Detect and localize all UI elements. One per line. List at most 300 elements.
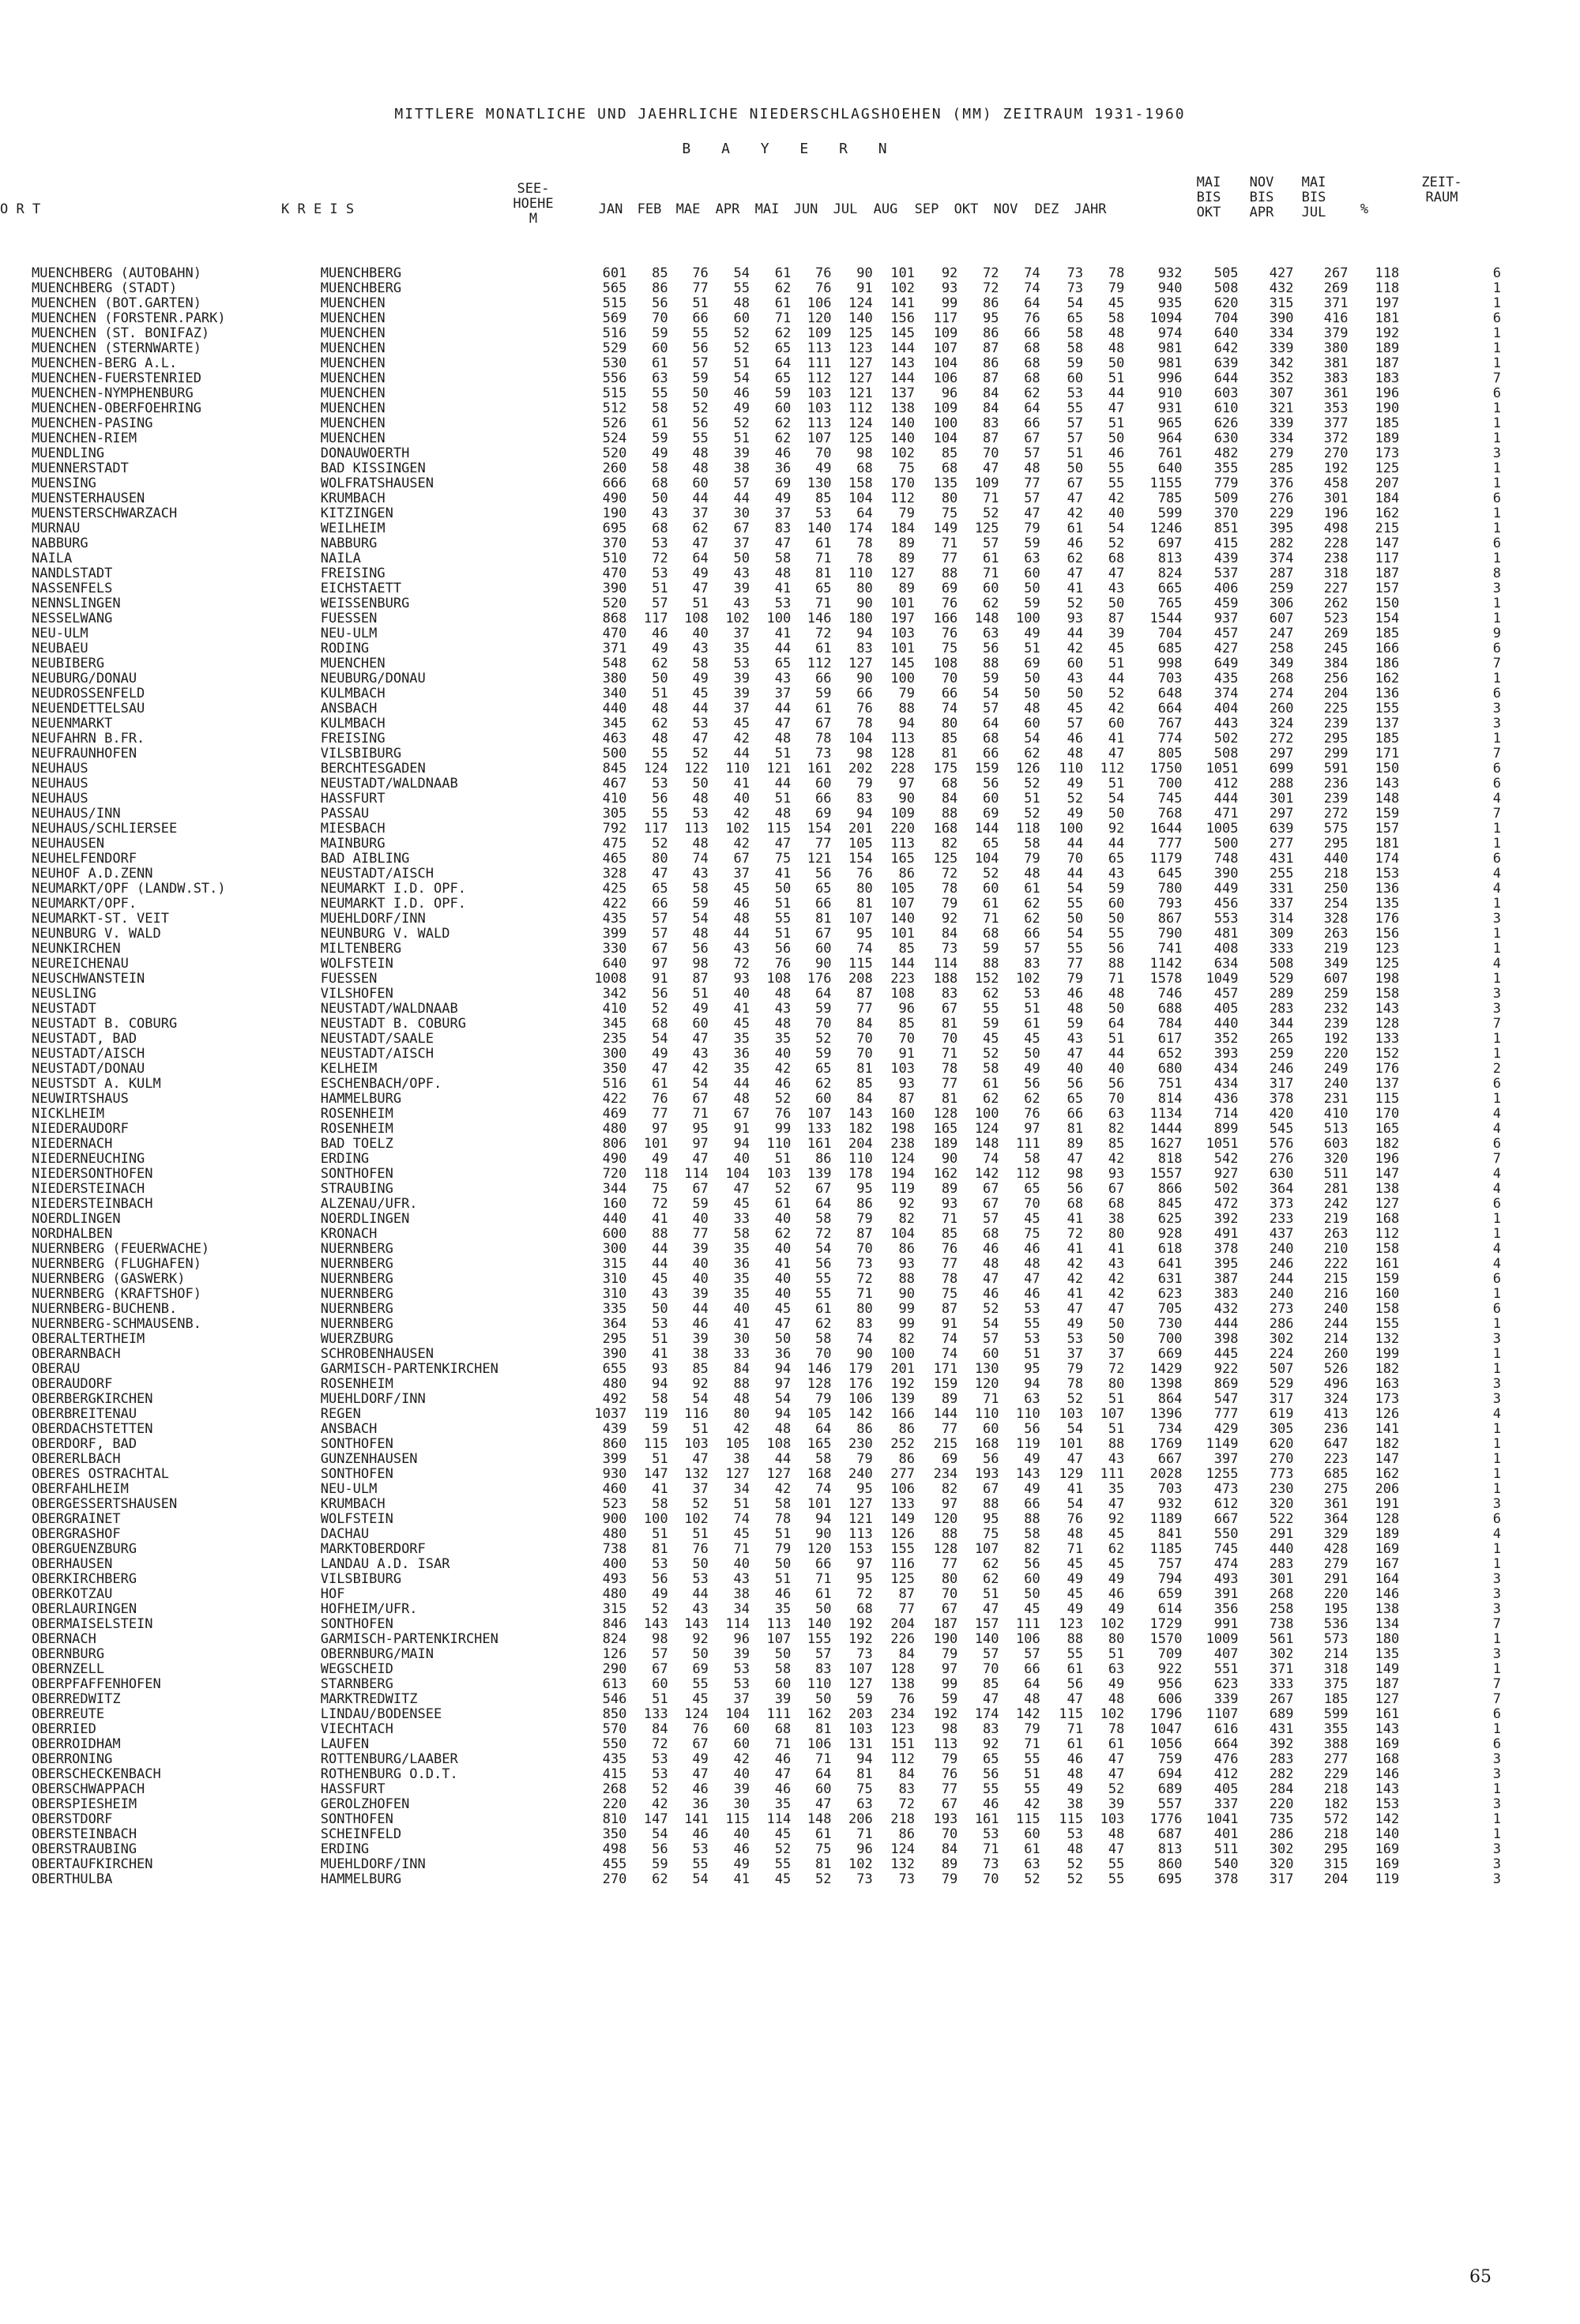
table-cell: 1 — [1492, 281, 1501, 296]
table-cell: 127 — [890, 566, 915, 581]
table-cell: 472 — [1213, 1197, 1239, 1212]
table-cell: 43 — [733, 566, 750, 581]
table-cell: 68 — [1024, 356, 1040, 371]
table-cell: 69 — [983, 807, 999, 822]
table-cell: 45 — [983, 1032, 999, 1047]
table-cell: 6 — [1492, 1272, 1501, 1287]
table-cell: 206 — [848, 1812, 873, 1827]
table-cell: 51 — [774, 792, 792, 807]
table-cell: 81 — [814, 912, 832, 927]
table-cell: 86 — [983, 356, 999, 371]
table-cell: 42 — [733, 837, 750, 852]
table-cell: 335 — [602, 1302, 627, 1317]
table-cell: 88 — [1024, 1512, 1040, 1527]
table-cell: 37 — [774, 686, 792, 701]
table-cell: 77 — [692, 1227, 709, 1242]
table-cell: 42 — [1066, 1272, 1084, 1287]
table-cell: 407 — [1213, 1647, 1239, 1662]
table-cell: 44 — [692, 701, 709, 716]
district-name: HOF — [320, 1587, 345, 1602]
table-cell: 117 — [643, 611, 668, 626]
table-cell: 70 — [941, 671, 958, 686]
table-cell: 48 — [692, 446, 709, 461]
table-cell: 59 — [1024, 536, 1040, 551]
table-cell: 107 — [807, 431, 832, 446]
table-cell: 1 — [1492, 596, 1501, 611]
table-cell: 58 — [814, 1332, 832, 1347]
table-cell: 50 — [1108, 1332, 1125, 1347]
table-cell: 54 — [692, 1077, 709, 1092]
table-cell: 166 — [933, 611, 958, 626]
table-cell: 7 — [1492, 1017, 1501, 1032]
table-cell: 158 — [1375, 1242, 1400, 1257]
table-cell: 148 — [974, 611, 999, 626]
table-cell: 1246 — [1149, 521, 1183, 536]
table-cell: 427 — [1213, 641, 1239, 656]
table-cell: 53 — [652, 1752, 668, 1767]
table-cell: 54 — [814, 1242, 832, 1257]
table-cell: 48 — [774, 731, 792, 746]
table-row — [32, 1077, 1501, 1092]
table-row — [32, 281, 1501, 296]
table-cell: 86 — [856, 1422, 873, 1437]
table-cell: 927 — [1213, 1167, 1239, 1182]
table-cell: 139 — [807, 1167, 832, 1182]
table-cell: 107 — [1100, 1407, 1125, 1422]
district-name: GARMISCH-PARTENKIRCHEN — [320, 1632, 498, 1647]
table-cell: 87 — [983, 341, 999, 356]
table-cell: 53 — [1024, 1332, 1040, 1347]
table-cell: 40 — [1108, 1062, 1125, 1077]
table-cell: 547 — [1213, 1392, 1239, 1407]
table-cell: 110 — [725, 762, 750, 777]
station-name: OBERREUTE — [32, 1707, 105, 1722]
table-cell: 40 — [692, 1212, 709, 1227]
table-cell: 1557 — [1149, 1167, 1183, 1182]
table-cell: 328 — [1323, 912, 1349, 927]
table-row — [32, 1857, 1501, 1872]
station-name: NEUMARKT/OPF. — [32, 897, 137, 912]
table-cell: 233 — [1269, 1212, 1294, 1227]
table-cell: 126 — [1016, 762, 1040, 777]
table-cell: 81 — [856, 1062, 873, 1077]
table-cell: 54 — [1108, 792, 1125, 807]
table-cell: 745 — [1157, 792, 1183, 807]
table-cell: 103 — [807, 401, 832, 416]
district-name: NABBURG — [320, 536, 378, 551]
table-cell: 112 — [890, 491, 915, 506]
table-cell: 54 — [1066, 1422, 1084, 1437]
table-cell: 56 — [1024, 1557, 1040, 1572]
table-row — [32, 746, 1501, 762]
table-cell: 553 — [1213, 912, 1239, 927]
table-cell: 72 — [733, 957, 750, 972]
table-cell: 49 — [1066, 1572, 1084, 1587]
table-cell: 315 — [1323, 1857, 1349, 1872]
table-cell: 51 — [1024, 792, 1040, 807]
table-cell: 78 — [774, 1512, 792, 1527]
table-row — [32, 1002, 1501, 1017]
table-cell: 695 — [602, 521, 627, 536]
table-cell: 47 — [774, 1767, 792, 1782]
table-cell: 249 — [1323, 1062, 1349, 1077]
table-cell: 46 — [1066, 1752, 1084, 1767]
station-name: OBERTHULBA — [32, 1872, 113, 1887]
table-cell: 112 — [807, 656, 832, 671]
table-cell: 64 — [692, 551, 709, 566]
table-cell: 223 — [890, 972, 915, 987]
table-cell: 98 — [856, 746, 873, 762]
table-cell: 900 — [602, 1512, 627, 1527]
table-cell: 380 — [602, 671, 627, 686]
table-cell: 425 — [602, 882, 627, 897]
table-cell: 62 — [652, 1872, 668, 1887]
table-cell: 1 — [1492, 671, 1501, 686]
table-cell: 56 — [1024, 1422, 1040, 1437]
table-cell: 49 — [774, 491, 792, 506]
table-cell: 56 — [692, 942, 709, 957]
table-cell: 694 — [1157, 1767, 1183, 1782]
table-cell: 420 — [1269, 1107, 1294, 1122]
table-row — [32, 341, 1501, 356]
district-name: GUNZENHAUSEN — [320, 1452, 418, 1467]
table-cell: 71 — [983, 912, 999, 927]
table-cell: 393 — [1213, 1047, 1239, 1062]
table-row — [32, 596, 1501, 611]
district-name: MUENCHEN — [320, 401, 386, 416]
table-row — [32, 671, 1501, 686]
table-cell: 95 — [1024, 1362, 1040, 1377]
table-cell: 57 — [1066, 431, 1084, 446]
table-cell: 74 — [1024, 266, 1040, 281]
table-cell: 109 — [933, 326, 958, 341]
table-cell: 77 — [1024, 476, 1040, 491]
header-jul: JUL — [833, 201, 858, 217]
table-cell: 664 — [1157, 701, 1183, 716]
table-cell: 1 — [1492, 1722, 1501, 1737]
table-cell: 51 — [774, 746, 792, 762]
table-cell: 47 — [1066, 1152, 1084, 1167]
table-cell: 557 — [1157, 1797, 1183, 1812]
table-cell: 399 — [602, 927, 627, 942]
table-row — [32, 1122, 1501, 1137]
table-cell: 72 — [814, 1227, 832, 1242]
table-cell: 44 — [1108, 386, 1125, 401]
table-cell: 154 — [1375, 611, 1400, 626]
table-cell: 54 — [983, 686, 999, 701]
table-cell: 4 — [1492, 792, 1501, 807]
table-cell: 1578 — [1149, 972, 1183, 987]
table-cell: 317 — [1269, 1392, 1294, 1407]
table-cell: 380 — [1323, 341, 1349, 356]
table-row — [32, 386, 1501, 401]
table-cell: 51 — [652, 1452, 668, 1467]
table-cell: 86 — [898, 1452, 915, 1467]
table-cell: 127 — [1375, 1692, 1400, 1707]
table-cell: 80 — [1108, 1377, 1125, 1392]
table-cell: 62 — [1024, 386, 1040, 401]
station-name: NENNSLINGEN — [32, 596, 121, 611]
table-cell: 85 — [898, 1017, 915, 1032]
table-cell: 49 — [652, 1047, 668, 1062]
table-cell: 415 — [602, 1767, 627, 1782]
table-cell: 98 — [692, 957, 709, 972]
table-cell: 1 — [1492, 506, 1501, 521]
table-cell: 491 — [1213, 1227, 1239, 1242]
district-name: ANSBACH — [320, 1422, 378, 1437]
table-cell: 106 — [1016, 1632, 1040, 1647]
table-cell: 46 — [1066, 987, 1084, 1002]
district-name: NUERNBERG — [320, 1272, 393, 1287]
table-cell: 7 — [1492, 1617, 1501, 1632]
table-cell: 283 — [1269, 1557, 1294, 1572]
table-cell: 69 — [941, 581, 958, 596]
table-cell: 51 — [1024, 1767, 1040, 1782]
district-name: HASSFURT — [320, 792, 386, 807]
table-cell: 48 — [733, 1392, 750, 1407]
table-cell: 57 — [652, 912, 668, 927]
table-cell: 510 — [602, 551, 627, 566]
table-row — [32, 1602, 1501, 1617]
table-cell: 40 — [774, 1272, 792, 1287]
table-cell: 48 — [1066, 1002, 1084, 1017]
table-cell: 39 — [733, 1647, 750, 1662]
table-cell: 95 — [692, 1122, 709, 1137]
table-cell: 68 — [983, 731, 999, 746]
station-name: OBERAU — [32, 1362, 81, 1377]
district-name: RODING — [320, 641, 370, 656]
table-cell: 228 — [890, 762, 915, 777]
table-cell: 78 — [814, 731, 832, 746]
table-cell: 65 — [774, 656, 792, 671]
table-cell: 50 — [1108, 912, 1125, 927]
table-cell: 49 — [1066, 807, 1084, 822]
table-cell: 40 — [733, 987, 750, 1002]
station-name: NEUSTADT/DONAU — [32, 1062, 145, 1077]
table-row — [32, 1272, 1501, 1287]
table-cell: 669 — [1157, 1347, 1183, 1362]
table-cell: 1008 — [594, 972, 627, 987]
district-name: FREISING — [320, 566, 386, 581]
table-row — [32, 1452, 1501, 1467]
header-jun: JUN — [793, 201, 818, 217]
table-cell: 1 — [1492, 731, 1501, 746]
table-cell: 738 — [1269, 1617, 1294, 1632]
district-name: WOLFSTEIN — [320, 957, 393, 972]
table-cell: 84 — [856, 1017, 873, 1032]
table-cell: 90 — [814, 1527, 832, 1542]
table-cell: 52 — [652, 837, 668, 852]
table-row — [32, 686, 1501, 701]
table-cell: 143 — [1375, 1722, 1400, 1737]
table-cell: 645 — [1157, 867, 1183, 882]
table-cell: 159 — [974, 762, 999, 777]
table-cell: 182 — [1375, 1437, 1400, 1452]
table-cell: 67 — [1024, 431, 1040, 446]
table-cell: 79 — [856, 777, 873, 792]
table-cell: 43 — [1066, 1032, 1084, 1047]
table-cell: 88 — [1108, 1437, 1125, 1452]
table-cell: 55 — [692, 1857, 709, 1872]
table-cell: 104 — [725, 1707, 750, 1722]
table-cell: 62 — [1024, 897, 1040, 912]
table-cell: 520 — [602, 446, 627, 461]
table-row — [32, 1767, 1501, 1782]
district-name: SONTHOFEN — [320, 1167, 393, 1182]
table-cell: 50 — [1066, 686, 1084, 701]
table-cell: 56 — [983, 1452, 999, 1467]
table-cell: 140 — [807, 1617, 832, 1632]
table-cell: 184 — [1375, 491, 1400, 506]
station-name: OBERDORF, BAD — [32, 1437, 137, 1452]
table-cell: 270 — [1269, 1452, 1294, 1467]
table-cell: 66 — [1024, 416, 1040, 431]
table-cell: 55 — [692, 326, 709, 341]
table-cell: 50 — [1108, 1002, 1125, 1017]
table-cell: 53 — [733, 656, 750, 671]
table-cell: 46 — [983, 1287, 999, 1302]
table-cell: 97 — [941, 1497, 958, 1512]
table-cell: 78 — [941, 1062, 958, 1077]
table-cell: 58 — [652, 1497, 668, 1512]
table-cell: 481 — [1213, 927, 1239, 942]
table-cell: 80 — [1108, 1632, 1125, 1647]
table-cell: 47 — [983, 1602, 999, 1617]
table-cell: 192 — [848, 1617, 873, 1632]
table-cell: 58 — [1066, 326, 1084, 341]
table-cell: 82 — [898, 1332, 915, 1347]
table-cell: 511 — [1213, 1842, 1239, 1857]
table-cell: 121 — [848, 1512, 873, 1527]
table-cell: 57 — [1066, 416, 1084, 431]
table-cell: 470 — [602, 566, 627, 581]
table-cell: 50 — [1024, 1047, 1040, 1062]
table-cell: 176 — [848, 1377, 873, 1392]
table-row — [32, 1872, 1501, 1887]
table-cell: 63 — [1108, 1662, 1125, 1677]
table-cell: 282 — [1269, 1767, 1294, 1782]
table-row — [32, 1542, 1501, 1557]
table-cell: 523 — [602, 1497, 627, 1512]
table-cell: 79 — [941, 1752, 958, 1767]
table-cell: 144 — [890, 341, 915, 356]
table-cell: 89 — [941, 1857, 958, 1872]
table-cell: 59 — [983, 942, 999, 957]
table-cell: 390 — [602, 581, 627, 596]
table-cell: 70 — [856, 1032, 873, 1047]
table-cell: 162 — [933, 1167, 958, 1182]
table-cell: 197 — [1375, 296, 1400, 311]
station-name: OBERSCHWAPPACH — [32, 1782, 145, 1797]
table-cell: 92 — [941, 912, 958, 927]
table-cell: 99 — [941, 296, 958, 311]
table-cell: 110 — [848, 1152, 873, 1167]
table-cell: 79 — [898, 686, 915, 701]
table-cell: 67 — [983, 1482, 999, 1497]
table-cell: 99 — [898, 1302, 915, 1317]
table-cell: 107 — [766, 1632, 792, 1647]
table-row — [32, 1047, 1501, 1062]
table-cell: 119 — [643, 1407, 668, 1422]
table-cell: 118 — [1375, 281, 1400, 296]
district-name: MUENCHEN — [320, 431, 386, 446]
table-cell: 41 — [774, 1257, 792, 1272]
table-cell: 66 — [1066, 1107, 1084, 1122]
table-cell: 91 — [898, 1047, 915, 1062]
table-cell: 84 — [898, 1647, 915, 1662]
table-cell: 176 — [807, 972, 832, 987]
station-name: NEUHAUS — [32, 792, 88, 807]
table-cell: 695 — [1157, 1872, 1183, 1887]
table-cell: 61 — [1024, 882, 1040, 897]
table-cell: 35 — [774, 1032, 792, 1047]
district-name: NEUMARKT I.D. OPF. — [320, 882, 466, 897]
table-cell: 102 — [1100, 1617, 1125, 1632]
header-jahr: JAHR — [1074, 201, 1107, 217]
table-cell: 165 — [807, 1437, 832, 1452]
table-cell: 931 — [1157, 401, 1183, 416]
table-row — [32, 1257, 1501, 1272]
table-cell: 37 — [733, 536, 750, 551]
table-cell: 1627 — [1149, 1137, 1183, 1152]
table-cell: 111 — [766, 1707, 792, 1722]
station-name: NUERNBERG (FLUGHAFEN) — [32, 1257, 201, 1272]
table-cell: 138 — [1375, 1182, 1400, 1197]
table-cell: 634 — [1213, 957, 1239, 972]
table-cell: 100 — [643, 1512, 668, 1527]
table-cell: 735 — [1269, 1812, 1294, 1827]
header-nov-apr: NOV BIS APR — [1249, 175, 1274, 220]
station-name: OBERSCHECKENBACH — [32, 1767, 161, 1782]
table-cell: 152 — [1375, 1047, 1400, 1062]
table-cell: 330 — [602, 942, 627, 957]
table-cell: 51 — [733, 1497, 750, 1512]
table-cell: 88 — [898, 701, 915, 716]
table-cell: 119 — [1016, 1437, 1040, 1452]
table-cell: 44 — [774, 1452, 792, 1467]
table-cell: 339 — [1269, 416, 1294, 431]
table-cell: 201 — [890, 1362, 915, 1377]
table-cell: 930 — [602, 1467, 627, 1482]
table-cell: 50 — [1024, 581, 1040, 596]
table-cell: 51 — [652, 1527, 668, 1542]
table-cell: 82 — [1108, 1122, 1125, 1137]
station-name: MUENCHEN (ST. BONIFAZ) — [32, 326, 210, 341]
table-cell: 54 — [1066, 927, 1084, 942]
table-cell: 165 — [933, 1122, 958, 1137]
table-cell: 55 — [733, 281, 750, 296]
table-cell: 64 — [814, 1767, 832, 1782]
table-cell: 1 — [1492, 1362, 1501, 1377]
table-cell: 306 — [1269, 596, 1294, 611]
table-cell: 422 — [602, 897, 627, 912]
table-cell: 507 — [1269, 1362, 1294, 1377]
table-cell: 349 — [1323, 957, 1349, 972]
table-cell: 160 — [602, 1197, 627, 1212]
table-cell: 792 — [602, 822, 627, 837]
station-name: NEUFAHRN B.FR. — [32, 731, 145, 746]
table-cell: 1 — [1492, 551, 1501, 566]
table-cell: 689 — [1269, 1707, 1294, 1722]
table-cell: 93 — [898, 1077, 915, 1092]
district-name: KITZINGEN — [320, 506, 393, 521]
station-name: NORDHALBEN — [32, 1227, 113, 1242]
table-row — [32, 807, 1501, 822]
table-cell: 720 — [602, 1167, 627, 1182]
table-cell: 1 — [1492, 837, 1501, 852]
table-cell: 69 — [814, 807, 832, 822]
table-cell: 238 — [1323, 551, 1349, 566]
